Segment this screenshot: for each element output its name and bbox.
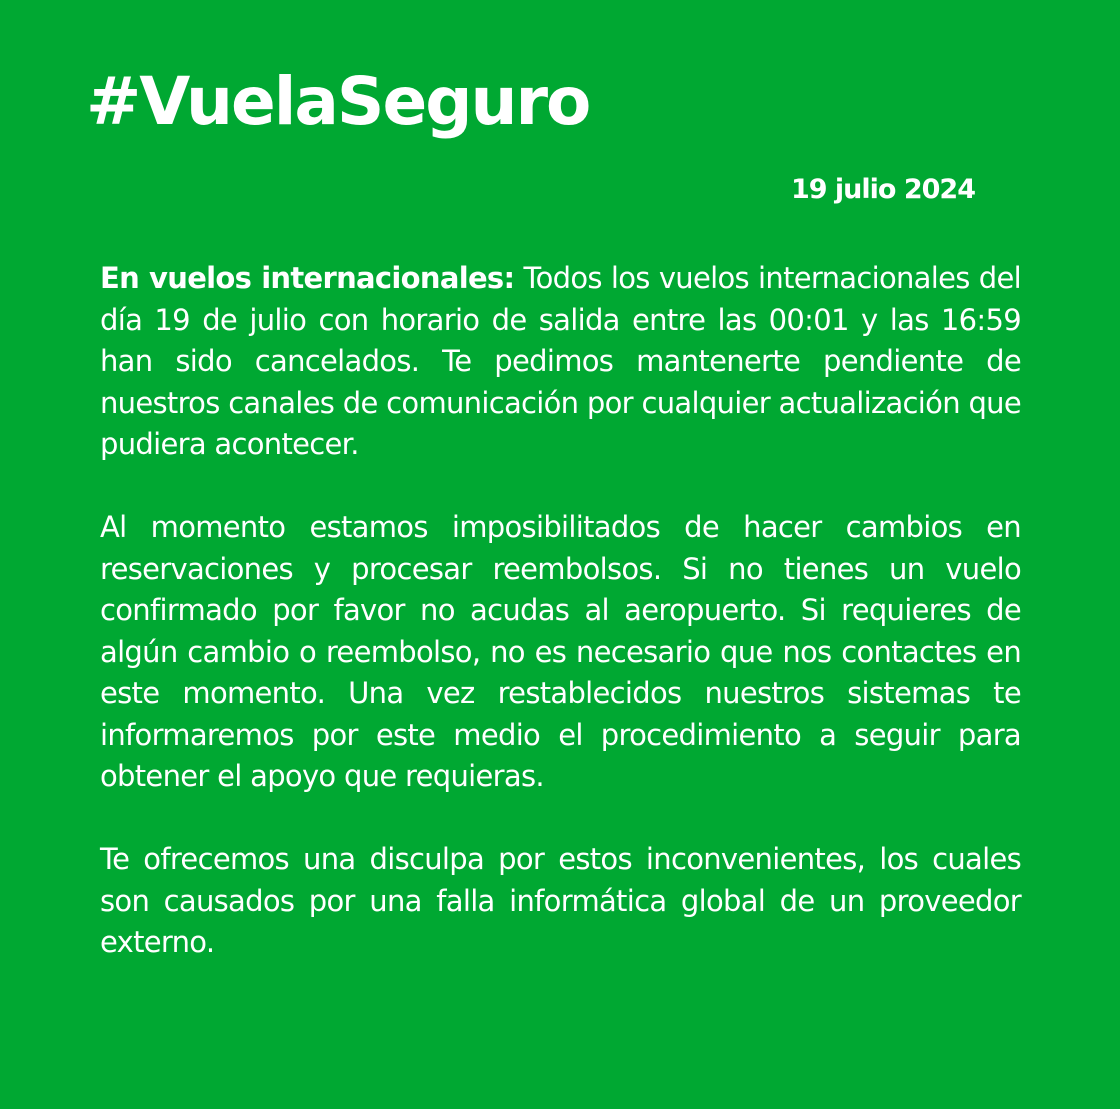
service-limitation-paragraph: Al momento estamos imposibilitados de hacer cambios en reservaciones y procesar reembolsos. Si no tienes un vuelo confirmado por favor no acudas al aeropuerto. Si requieres de algún cambio o reembolso, no es necesario que nos contactes en este momento. Una vez restablecidos nuestros sistemas te informaremos por este medio el procedimiento a seguir para obtener el apoyo que requieras. [100, 510, 1021, 793]
announcement-body [100, 258, 1021, 964]
hashtag-title: #VuelaSeguro [86, 63, 590, 140]
apology-paragraph: Te ofrecemos una disculpa por estos inconvenientes, los cuales son causados por una falla informática global de un proveedor externo. [100, 842, 1021, 959]
international-flights-text: Todos los vuelos internacionales del día 19 de julio con horario de salida entre las 00:01 y las 16:59 han sido cancelados. Te pedimos mantenerte pendiente de nuestros canales de comunicación por cualquier actualización que pudiera acontecer. [100, 261, 1021, 461]
announcement-date: 19 julio 2024 [790, 174, 975, 205]
international-flights-paragraph [100, 258, 1021, 466]
international-flights-label: En vuelos internacionales: [100, 261, 515, 295]
